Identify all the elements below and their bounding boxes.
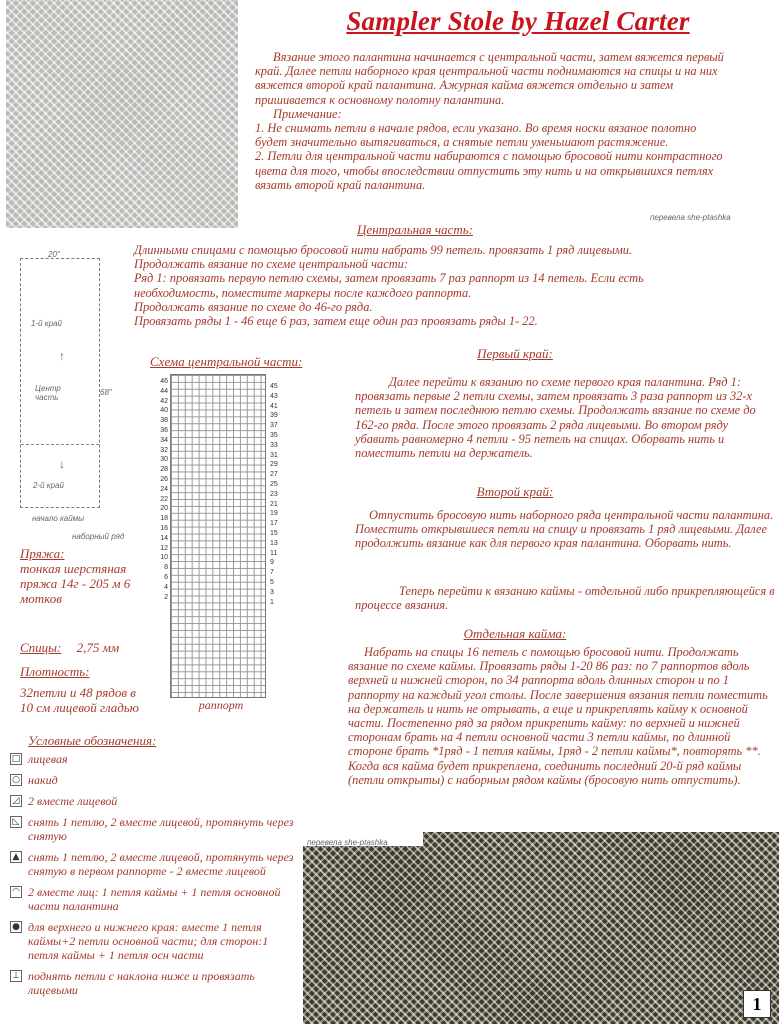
- stole-diagram: [20, 258, 100, 508]
- first-edge-text: Далее перейти к вязанию по схеме первого края палантина. Ряд 1: провязать первые 2 петли схемы, затем провязать 3 раза раппорт из 32-х петель и затем последнюю петлю схемы. Продолжать вязание по схеме до 162-го ряда. После этого провязать 2 ряда лицевыми. Во втором ряду убавить равномерно 4 петли - 95 петель на спицах. Оборвать нить и поместить петли на держатель.: [355, 375, 756, 461]
- intro-text: [255, 50, 725, 192]
- gauge-text: 32петли и 48 рядов в 10 см лицевой гладью: [20, 685, 139, 715]
- legend-text: снять 1 петлю, 2 вместе лицевой, протянуть через снятую: [28, 815, 294, 843]
- chart-row-number: 5: [270, 578, 274, 586]
- yarn-heading: Пряжа:: [20, 546, 65, 561]
- chart-repeat-label: раппорт: [198, 698, 244, 712]
- chart-row-number: 26: [160, 475, 168, 483]
- legend-symbol-icon: ○: [10, 774, 22, 786]
- cast-on-label: наборный ряд: [72, 532, 125, 541]
- legend-symbol-icon: ▲: [10, 851, 22, 863]
- border-intro-text: Теперь перейти к вязанию каймы - отдельной либо прикрепляющейся в процессе вязания.: [355, 584, 775, 613]
- legend-item: [10, 773, 296, 787]
- legend-text: накид: [28, 773, 58, 787]
- chart-row-number: 29: [270, 461, 278, 469]
- chart-row-number: 21: [270, 500, 278, 508]
- chart-row-number: 20: [160, 505, 168, 513]
- legend-text: для верхнего и нижнего края: вместе 1 петля каймы+2 петли основной части; для сторон:1 петля каймы + 1 петля осн части: [28, 920, 269, 962]
- chart-title: Схема центральной части:: [150, 354, 303, 369]
- second-edge-text: Отпустить бросовую нить наборного ряда центральной части палантина. Поместить открывшиеся петли на спицу и провязать 1 ряд лицевыми. Далее продолжить вязание как для первого края палантина. Оборвать нить.: [355, 508, 774, 551]
- second-edge-heading: Второй край:: [476, 484, 554, 499]
- legend-text: 2 вместе лиц: 1 петля каймы + 1 петля основной части палантина: [28, 885, 281, 913]
- central-text: [134, 243, 714, 328]
- central-line: Провязать ряды 1 - 46 еще 6 раз, затем еще один раз провязать ряды 1- 22.: [134, 314, 538, 329]
- chart-row-number: 28: [160, 466, 168, 474]
- legend-symbol-icon: □: [11, 754, 21, 764]
- edge2-label: 2-й край: [33, 481, 64, 490]
- divider: [21, 444, 99, 445]
- legend-item: [10, 885, 296, 913]
- chart-row-numbers-right: [270, 382, 286, 607]
- chart-row-number: 39: [270, 412, 278, 420]
- chart-row-number: 8: [164, 564, 168, 572]
- chart-row-number: 4: [164, 583, 168, 591]
- legend-item: [10, 850, 296, 878]
- legend-text: 2 вместе лицевой: [28, 794, 118, 808]
- intro-paragraph: Вязание этого палантина начинается с центральной части, затем вяжется первый край. Далее петли наборного края центральной части поднимаются на спицы и на них вяжется второй край палантина. Ажурная кайма вяжется отдельно и затем пришивается к основному полотну палантина.: [255, 50, 724, 107]
- note-1: 1. Не снимать петли в начале рядов, если указано. Во время носки вязаное полотно будет значительно вытягиваться, а снятые петли уменьшают растяжение.: [255, 121, 697, 150]
- yarn-block: [20, 546, 140, 606]
- arrow-down-icon: ↓: [59, 457, 65, 471]
- chart-row-number: 15: [270, 529, 278, 537]
- chart-row-number: 37: [270, 422, 278, 430]
- legend-item: [10, 969, 296, 997]
- chart-row-number: 27: [270, 471, 278, 479]
- chart-row-number: 22: [160, 495, 168, 503]
- chart-row-number: 14: [160, 534, 168, 542]
- chart-row-number: 6: [164, 573, 168, 581]
- width-label: 20": [48, 250, 60, 259]
- legend-item: [10, 815, 296, 843]
- arrow-up-icon: ↑: [59, 349, 65, 363]
- edge1-label: 1-й край: [31, 319, 62, 328]
- gauge-heading: Плотность:: [20, 664, 90, 679]
- chart-row-number: 31: [270, 451, 278, 459]
- chart-row-number: 36: [160, 426, 168, 434]
- legend-list: [10, 752, 296, 997]
- chart-row-number: 19: [270, 510, 278, 518]
- legend-symbol-icon: ◺: [10, 816, 22, 828]
- chart-row-number: 24: [160, 485, 168, 493]
- page-number: 1: [743, 990, 771, 1018]
- chart-row-number: 3: [270, 588, 274, 596]
- gauge-block: [20, 664, 140, 715]
- length-label: 68": [100, 388, 112, 397]
- border-heading: Отдельная кайма:: [463, 626, 567, 641]
- chart-row-number: 38: [160, 417, 168, 425]
- chart-row-number: 43: [270, 392, 278, 400]
- chart-row-numbers-left: [152, 377, 168, 602]
- chart-row-number: 7: [270, 569, 274, 577]
- legend-item: [10, 794, 296, 808]
- central-line: Длинными спицами с помощью бросовой нити набрать 99 петель. провязать 1 ряд лицевыми.: [134, 243, 633, 257]
- stole-photo-top: [6, 0, 238, 228]
- chart-row-number: 10: [160, 554, 168, 562]
- legend-symbol-icon: ⊥: [10, 970, 22, 982]
- legend-text: лицевая: [28, 752, 68, 766]
- chart-row-number: 30: [160, 456, 168, 464]
- stole-photo-bottom: [303, 832, 779, 1024]
- chart-row-number: 17: [270, 520, 278, 528]
- chart-row-number: 9: [270, 559, 274, 567]
- chart-row-number: 44: [160, 387, 168, 395]
- chart-row-number: 34: [160, 436, 168, 444]
- chart-row-number: 23: [270, 490, 278, 498]
- central-line: Продолжать вязание по схеме до 46-го ряда.: [134, 299, 373, 314]
- central-heading: Центральная часть:: [357, 222, 473, 237]
- central-line: Продолжать вязание по схеме центральной части:: [134, 257, 408, 272]
- chart-row-number: 33: [270, 441, 278, 449]
- border-text: Набрать на спицы 16 петель с помощью бросовой нити. Продолжать вязание по схеме каймы. Провязать ряды 1-20 86 раз: по 7 раппортов вдоль верхней и нижней сторон, по 34 раппорта вдоль длинных сторон и по 1 раппорту на каждый угол столы. После завершения вязания петли поместить на держатель и нить не отрывать, а еще и прикреплять кайму к основной части. Постепенно ряд за рядом прикрепить кайму: по верхней и нижней сторонам брать на 4 петли основной части 3 петли каймы, по длинной стороне брать *1ряд - 1 петля каймы, 1ряд - 2 петли каймы*, повторять **. Когда вся кайма будет прикреплена, соединить последний 20-й ряд каймы (петли открыты) с наборным рядом каймы (бросовую нить отпустить).: [348, 645, 768, 787]
- chart-row-number: 40: [160, 407, 168, 415]
- chart-row-number: 1: [270, 598, 274, 606]
- legend-symbol-icon: ●: [10, 921, 22, 933]
- chart-row-number: 35: [270, 431, 278, 439]
- legend-item: [10, 752, 296, 766]
- chart-row-number: 16: [160, 524, 168, 532]
- center-label: Центр часть: [35, 384, 61, 402]
- legend-item: [10, 920, 296, 962]
- chart-row-number: 41: [270, 402, 278, 410]
- chart-row-number: 25: [270, 480, 278, 488]
- credit-box: [303, 832, 423, 846]
- legend-text: поднять петли с наклона ниже и провязать лицевыми: [28, 969, 255, 997]
- chart-row-number: 46: [160, 378, 168, 385]
- needles-row: [20, 641, 119, 655]
- legend-symbol-icon: ◠: [10, 886, 22, 898]
- central-line: Ряд 1: провязать первую петлю схемы, затем провязать 7 раз раппорт из 14 петель. Если есть необходимость, поместите маркеры после каждого раппорта.: [134, 271, 644, 300]
- chart-row-number: 18: [160, 515, 168, 523]
- bottom-credit: перевела she-ptashka: [307, 838, 388, 847]
- legend-heading: Условные обозначения:: [28, 733, 157, 748]
- chart-row-number: 11: [270, 549, 278, 557]
- note-heading: Примечание:: [273, 106, 342, 121]
- translator-credit: перевела she-ptashka: [650, 213, 731, 222]
- first-edge-heading: Первый край:: [477, 346, 553, 361]
- needles-label: Спицы:: [20, 640, 62, 655]
- chart-row-number: 12: [160, 544, 168, 552]
- chart-row-number: 42: [160, 397, 168, 405]
- needles-value: 2,75 мм: [76, 640, 120, 655]
- page-title: Sampler Stole by Hazel Carter: [346, 6, 690, 36]
- chart-row-number: 32: [160, 446, 168, 454]
- chart-row-number: 2: [164, 593, 168, 601]
- note-2: 2. Петли для центральной части набираются с помощью бросовой нити контрастного цвета для того, чтобы впоследствии отпустить эту нить и на открывшихся петлях вязать второй край палантина.: [255, 149, 723, 192]
- legend-text: снять 1 петлю, 2 вместе лицевой, протянуть через снятую в первом раппорте - 2 вместе лицевой: [28, 850, 294, 878]
- border-start-label: начало каймы: [32, 514, 85, 523]
- yarn-text: тонкая шерстяная пряжа 14г - 205 м 6 мотков: [20, 561, 131, 606]
- legend-symbol-icon: ◿: [10, 795, 22, 807]
- chart-row-number: 45: [270, 383, 278, 390]
- central-chart: [170, 374, 266, 698]
- chart-row-number: 13: [270, 539, 278, 547]
